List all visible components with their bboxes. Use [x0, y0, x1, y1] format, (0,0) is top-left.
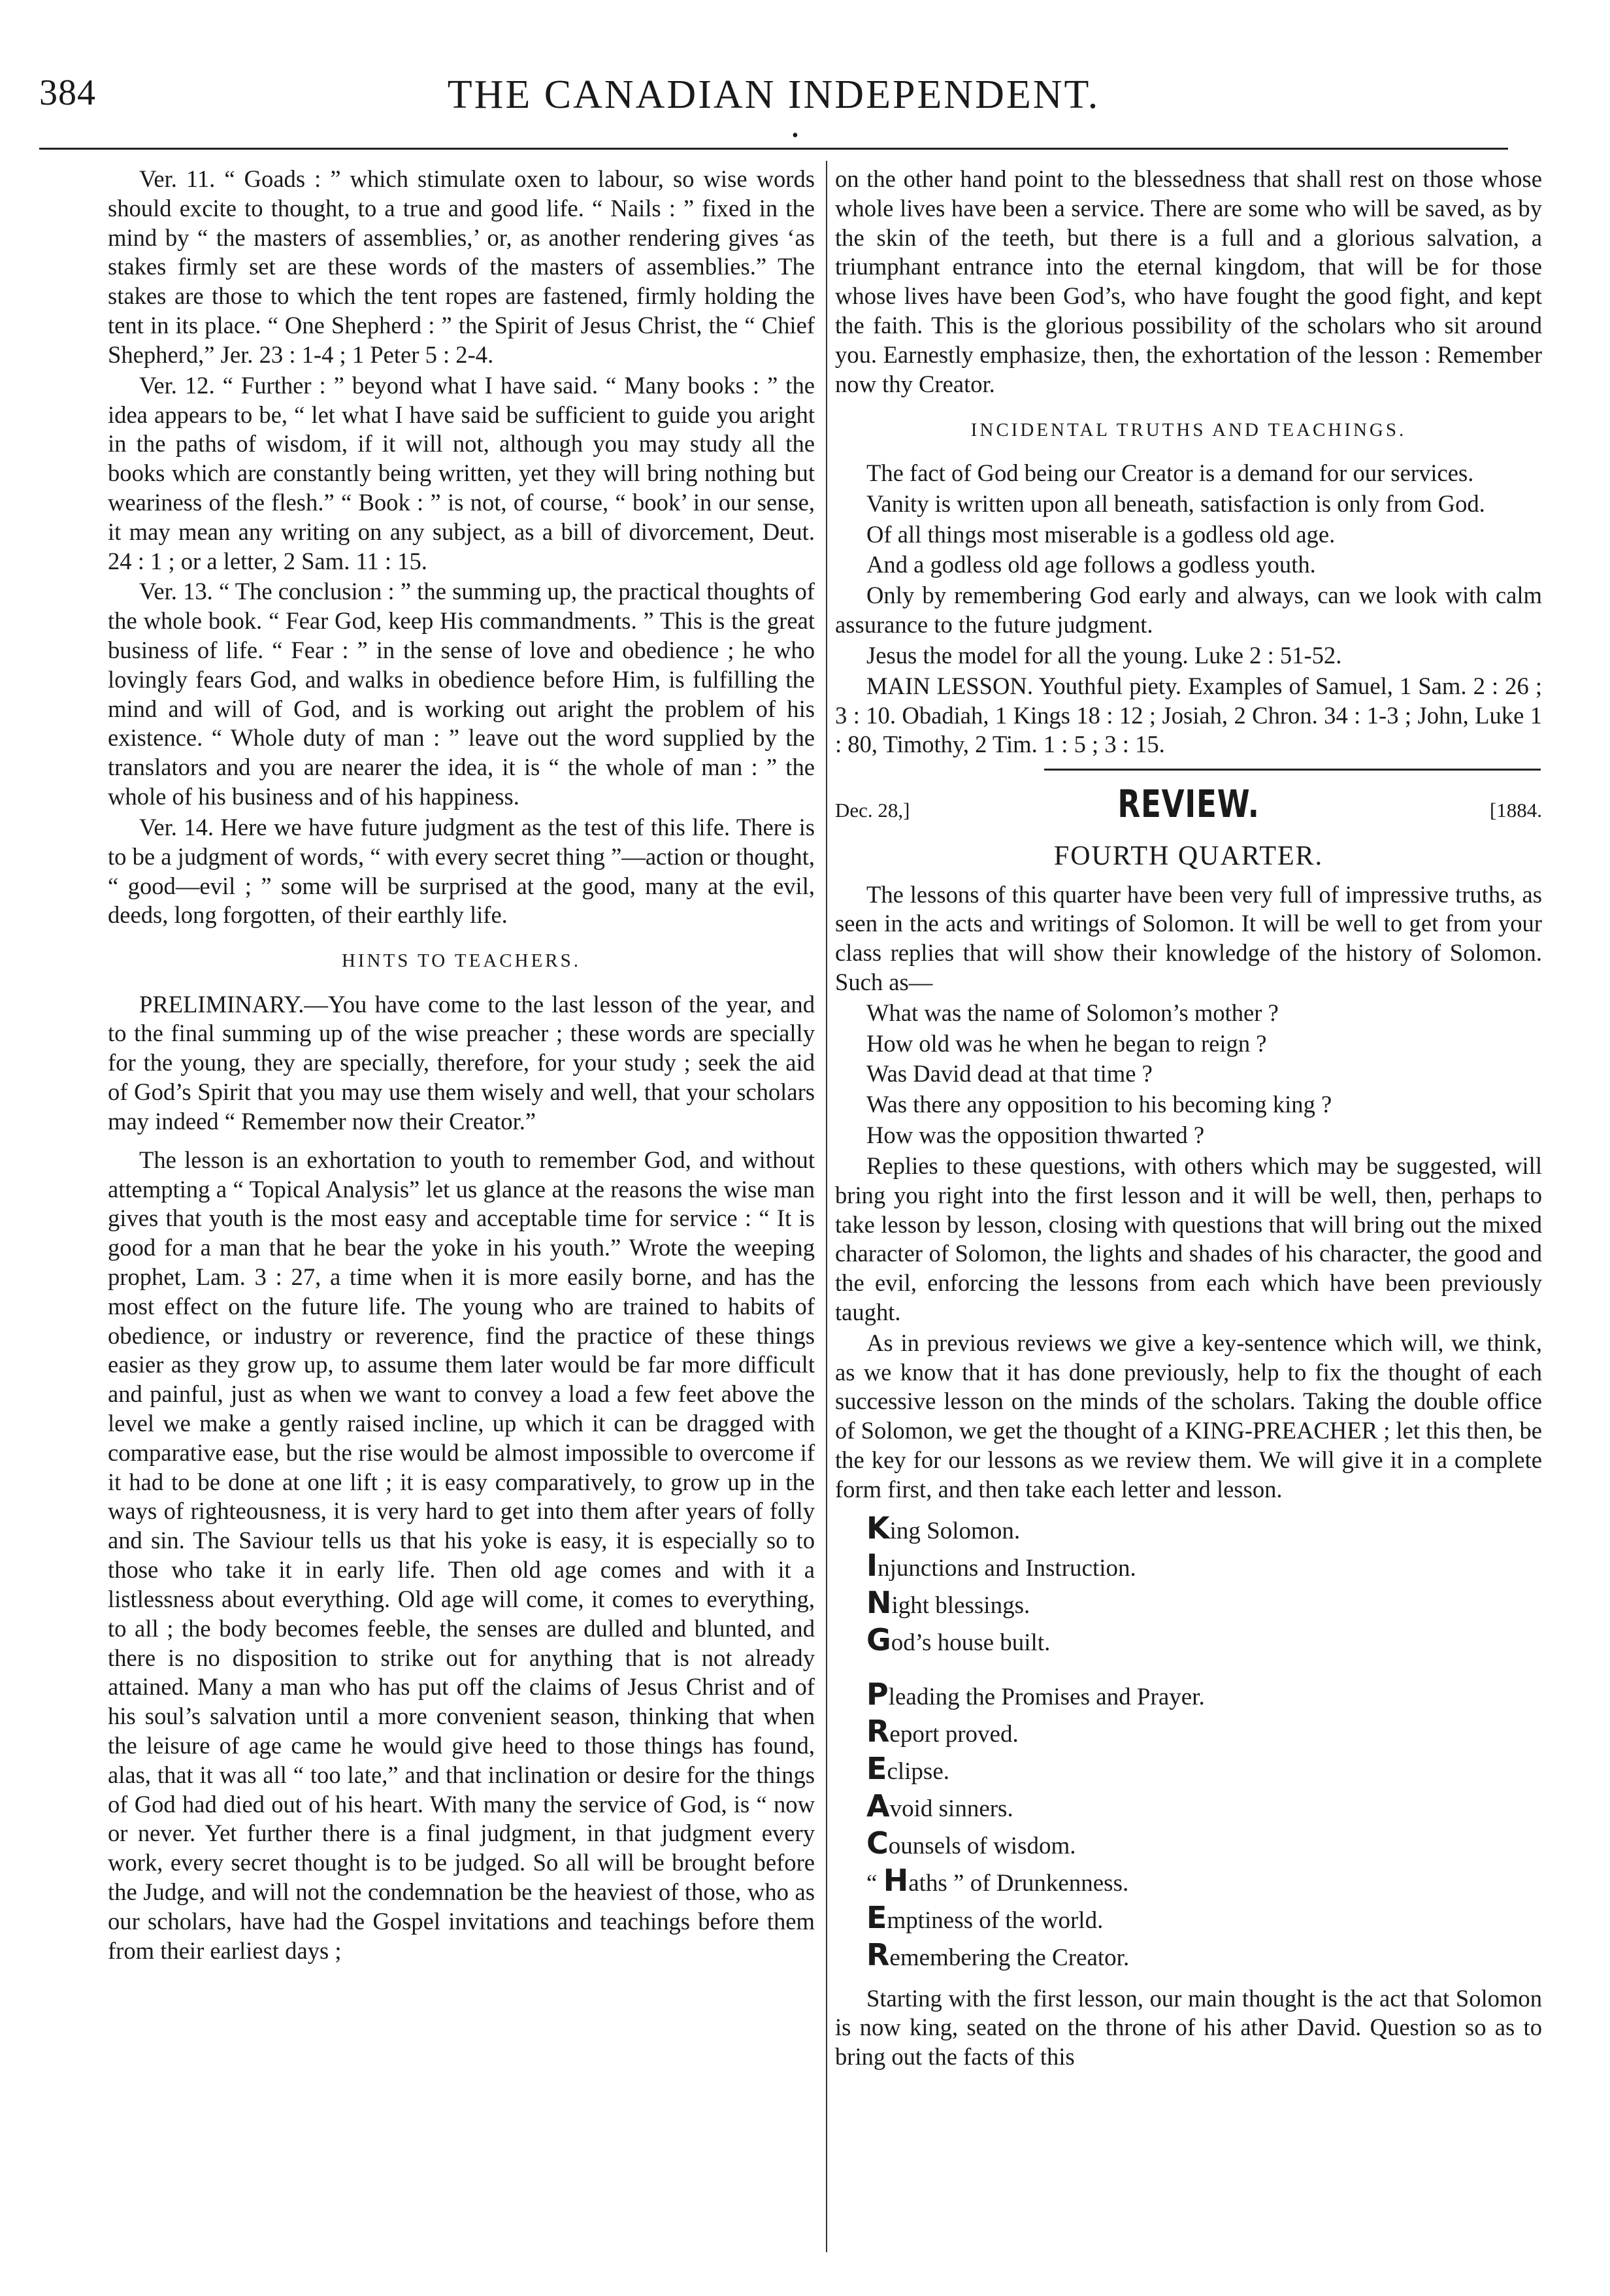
acrostic-line	[866, 1586, 1542, 1623]
page-header	[39, 72, 1508, 150]
left-column	[108, 165, 815, 1967]
header-dot: •	[792, 125, 798, 146]
acrostic-line	[866, 1863, 1542, 1901]
acrostic-text: emembering the Creator.	[889, 1944, 1130, 1971]
acrostic-text: leading the Promises and Prayer.	[888, 1683, 1205, 1710]
paragraph-ver-11: Ver. 11. “ Goads : ” which stimulate oxen to labour, so wise words should excite to thought, to a true and good life. “ Nails : ” fixed in the mind by “ the masters of assemblies,’ or, as another rendering gives ‘as stakes firmly set are these words of the masters of assemblies.” The stakes are those to which the tent ropes are fastened, firmly holding the tent in its place. “ One Shepherd : ” the Spirit of Jesus Christ, the “ Chief Shepherd,” Jer. 23 : 1-4 ; 1 Peter 5 : 2-4.	[108, 165, 815, 368]
review-paragraph: As in previous reviews we give a key-sentence which will, we think, as we know that it has done previously, help to fix the thought of each successive lesson on the minds of the scholars. Taking the double office of Solomon, we get the thought of a KING-PREACHER ; let this then, be the key for our lessons as we review them. We will give it in a complete form first, and then take each letter and lesson.	[835, 1329, 1542, 1503]
acrostic-line	[866, 1752, 1542, 1789]
acrostic-text: od’s house built.	[891, 1629, 1051, 1656]
incidental-item: Vanity is written upon all beneath, satisfaction is only from God.	[866, 490, 1485, 517]
review-title: REVIEW.	[1117, 782, 1260, 827]
paragraph-ver-13: Ver. 13. “ The conclusion : ” the summing up, the practical thoughts of the whole book. “ Fear God, keep His commandments. ” This is the great business of life. “ Fear : ” in the sense of love and obedience ; he who lovingly fears God, and walks in obedience before Him, is fulfilling the mind and will of God, and is working out aright the problem of his existence. “ Whole duty of man : ” leave out the word supplied by the translators and you are nearer the idea, it is “ the whole of man : ” the whole of his business and of his happiness.	[108, 578, 815, 810]
question-item: Was David dead at that time ?	[866, 1060, 1153, 1088]
acrostic-initial: I	[866, 1547, 878, 1583]
acrostic-initial: A	[866, 1788, 890, 1823]
acrostic-text: ounsels of wisdom.	[888, 1832, 1076, 1859]
incidental-item: Jesus the model for all the young. Luke 2 : 51-52.	[866, 641, 1342, 669]
review-year: [1884.	[1489, 799, 1542, 822]
acrostic-list	[866, 1511, 1542, 1975]
acrostic-text: eport proved.	[889, 1720, 1019, 1748]
review-paragraph: Replies to these questions, with others which may be suggested, will bring you right into the first lesson and it will be well, then, perhaps to take lesson by lesson, closing with questions that will bring out the mixed character of Solomon, the lights and shades of his character, the good and the evil, enforcing the lessons from each which have been previously taught.	[835, 1152, 1542, 1325]
acrostic-text: void sinners.	[889, 1795, 1013, 1822]
acrostic-initial: E	[866, 1750, 887, 1786]
acrostic-initial: G	[866, 1622, 891, 1657]
question-item: How was the opposition thwarted ?	[866, 1122, 1205, 1149]
review-date: Dec. 28,]	[835, 799, 910, 822]
acrostic-line	[866, 1938, 1542, 1975]
acrostic-initial: P	[866, 1676, 889, 1712]
acrostic-text: njunctions and Instruction.	[878, 1554, 1136, 1582]
header-rule	[39, 148, 1508, 150]
quarter-heading: FOURTH QUARTER.	[1053, 841, 1324, 872]
paragraph-preliminary: PRELIMINARY.—You have come to the last lesson of the year, and to the final summing up of the wise preacher ; these words are specially for the young, they are specially, therefore, for your study ; seek the aid of God’s Spirit that you may use them wisely and well, that your scholars may indeed “ Remember now their Creator.”	[108, 990, 815, 1135]
paragraph-ver-14: Ver. 14. Here we have future judgment as the test of this life. There is to be a judgment of words, “ with every secret thing ”—action or thought, “ good—evil ; ” some will be surprised at the good, many at the evil, deeds, long forgotten, of their earthly life.	[108, 813, 815, 929]
acrostic-text: aths ” of Drunkenness.	[908, 1869, 1129, 1897]
incidental-heading: INCIDENTAL TRUTHS AND TEACHINGS.	[970, 419, 1407, 441]
incidental-item: Of all things most miserable is a godless old age.	[866, 520, 1336, 548]
acrostic-line	[866, 1677, 1542, 1714]
review-header	[835, 781, 1542, 837]
acrostic-initial: N	[866, 1584, 892, 1620]
acrostic-initial: R	[866, 1713, 890, 1749]
question-item: What was the name of Solomon’s mother ?	[866, 999, 1279, 1026]
paragraph-ver-12: Ver. 12. “ Further : ” beyond what I have said. “ Many books : ” the idea appears to be, “ let what I have said be sufficient to guide you aright in the paths of wisdom, if it will not, although you may study all the books which are constantly being written, yet they will bring nothing but weariness of the flesh.” “ Book : ” is not, of course, “ book’ in our sense, it may mean any writing on any subject, as a bill of divorcement, Deut. 24 : 1 ; or a letter, 2 Sam. 11 : 15.	[108, 371, 815, 574]
right-column	[835, 165, 1542, 2073]
page-number: 384	[39, 73, 96, 113]
question-item: How old was he when he began to reign ?	[866, 1029, 1267, 1057]
section-rule	[1044, 769, 1541, 771]
acrostic-initial: K	[866, 1510, 890, 1546]
acrostic-text: ing Solomon.	[889, 1517, 1021, 1544]
hints-heading: HINTS TO TEACHERS.	[341, 950, 582, 972]
review-paragraph: The lessons of this quarter have been very full of impressive truths, as seen in the acts and writings of Solomon. It will be well to get from your class replies that will show their knowledge of the history of Solomon. Such as—	[835, 880, 1542, 996]
acrostic-line	[866, 1714, 1542, 1752]
paragraph-continuation: on the other hand point to the blessedness that shall rest on those whose whole lives have been a service. There are some who will be saved, as by the skin of the teeth, but there is a full and a glorious salvation, a triumphant entrance into the eternal kingdom, that will be for those whose lives have been God’s, who have fought the good fight, and kept the faith. This is the glorious possibility of the scholars who sit around you. Earnestly emphasize, then, the exhortation of the lesson : Remember now thy Creator.	[835, 165, 1542, 397]
acrostic-line	[866, 1901, 1542, 1938]
acrostic-prefix: “	[866, 1869, 883, 1897]
paragraph-exhortation: The lesson is an exhortation to youth to remember God, and without attempting a “ Topical Analysis” let us glance at the reasons the wise man gives that youth is the most easy and acceptable time for service : “ It is good for a man that he bear the yoke in his youth.” Wrote the weeping prophet, Lam. 3 : 27, a time when it is more easily borne, and has the most effect on the future life. The young who are trained to habits of obedience, or industry or reverence, find the practice of these things easier as they grow up, to assume them later would be far more difficult and painful, just as when we want to convey a load a few feet above the level we make a gently raised incline, up which it can be dragged with comparative ease, but the rise would be almost impossible to overcome if it had to be done at one lift ; it is easy comparatively, to grow up in the ways of righteousness, it is very hard to get into them after years of folly and sin. The Saviour tells us that his yoke is easy, it is especially so to those who take it in early life. Then old age comes and with it a listlessness about everything. Old age will come, it comes to everything, to all ; the body becomes feeble, the senses are dulled and blunted, and there is no disposition to strike out for anything that is not already attained. Many a man who has put off the claims of Jesus Christ and of his soul’s salvation until a more convenient season, thinking that when the leisure of age came he would give heed to those things has found, alas, that it was all “ too late,” and that inclination or desire for the things of God had died out of his heart. With many the service of God, is “ now or never. Yet further there is a final judgment, in that judgment every work, every secret thought is to be judged. So all will be brought before the Judge, and will not the condemnation be the heaviest of those, who as our scholars, have had the Gospel invitations and teachings before them from their earliest days ;	[108, 1146, 815, 1964]
acrostic-initial: E	[866, 1899, 887, 1935]
acrostic-text: clipse.	[887, 1757, 949, 1785]
acrostic-line	[866, 1511, 1542, 1548]
main-lesson: MAIN LESSON. Youthful piety. Examples of Samuel, 1 Sam. 2 : 26 ; 3 : 10. Obadiah, 1 Kings 18 : 12 ; Josiah, 2 Chron. 34 : 1-3 ; John, Luke 1 : 80, Timothy, 2 Tim. 1 : 5 ; 3 : 15.	[835, 672, 1542, 758]
acrostic-text: ight blessings.	[891, 1591, 1030, 1619]
acrostic-initial: C	[866, 1825, 889, 1861]
incidental-item: The fact of God being our Creator is a demand for our services.	[866, 459, 1474, 487]
acrostic-text: mptiness of the world.	[887, 1906, 1104, 1934]
column-divider	[826, 161, 827, 2252]
acrostic-line	[866, 1789, 1542, 1826]
incidental-item: And a godless old age follows a godless youth.	[866, 551, 1316, 578]
acrostic-initial: H	[883, 1862, 909, 1898]
acrostic-line	[866, 1826, 1542, 1863]
acrostic-line	[866, 1548, 1542, 1586]
closing-paragraph: Starting with the first lesson, our main thought is the act that Solomon is now king, seated on the throne of his ather David. Question so as to bring out the facts of this	[835, 1984, 1542, 2071]
incidental-item: Only by remembering God early and always, can we look with calm assurance to the future judgment.	[835, 582, 1542, 639]
acrostic-separator	[866, 1660, 1542, 1677]
acrostic-initial: R	[866, 1937, 890, 1972]
journal-title: THE CANADIAN INDEPENDENT.	[447, 73, 1100, 117]
acrostic-line	[866, 1623, 1542, 1660]
question-item: Was there any opposition to his becoming king ?	[866, 1091, 1332, 1118]
